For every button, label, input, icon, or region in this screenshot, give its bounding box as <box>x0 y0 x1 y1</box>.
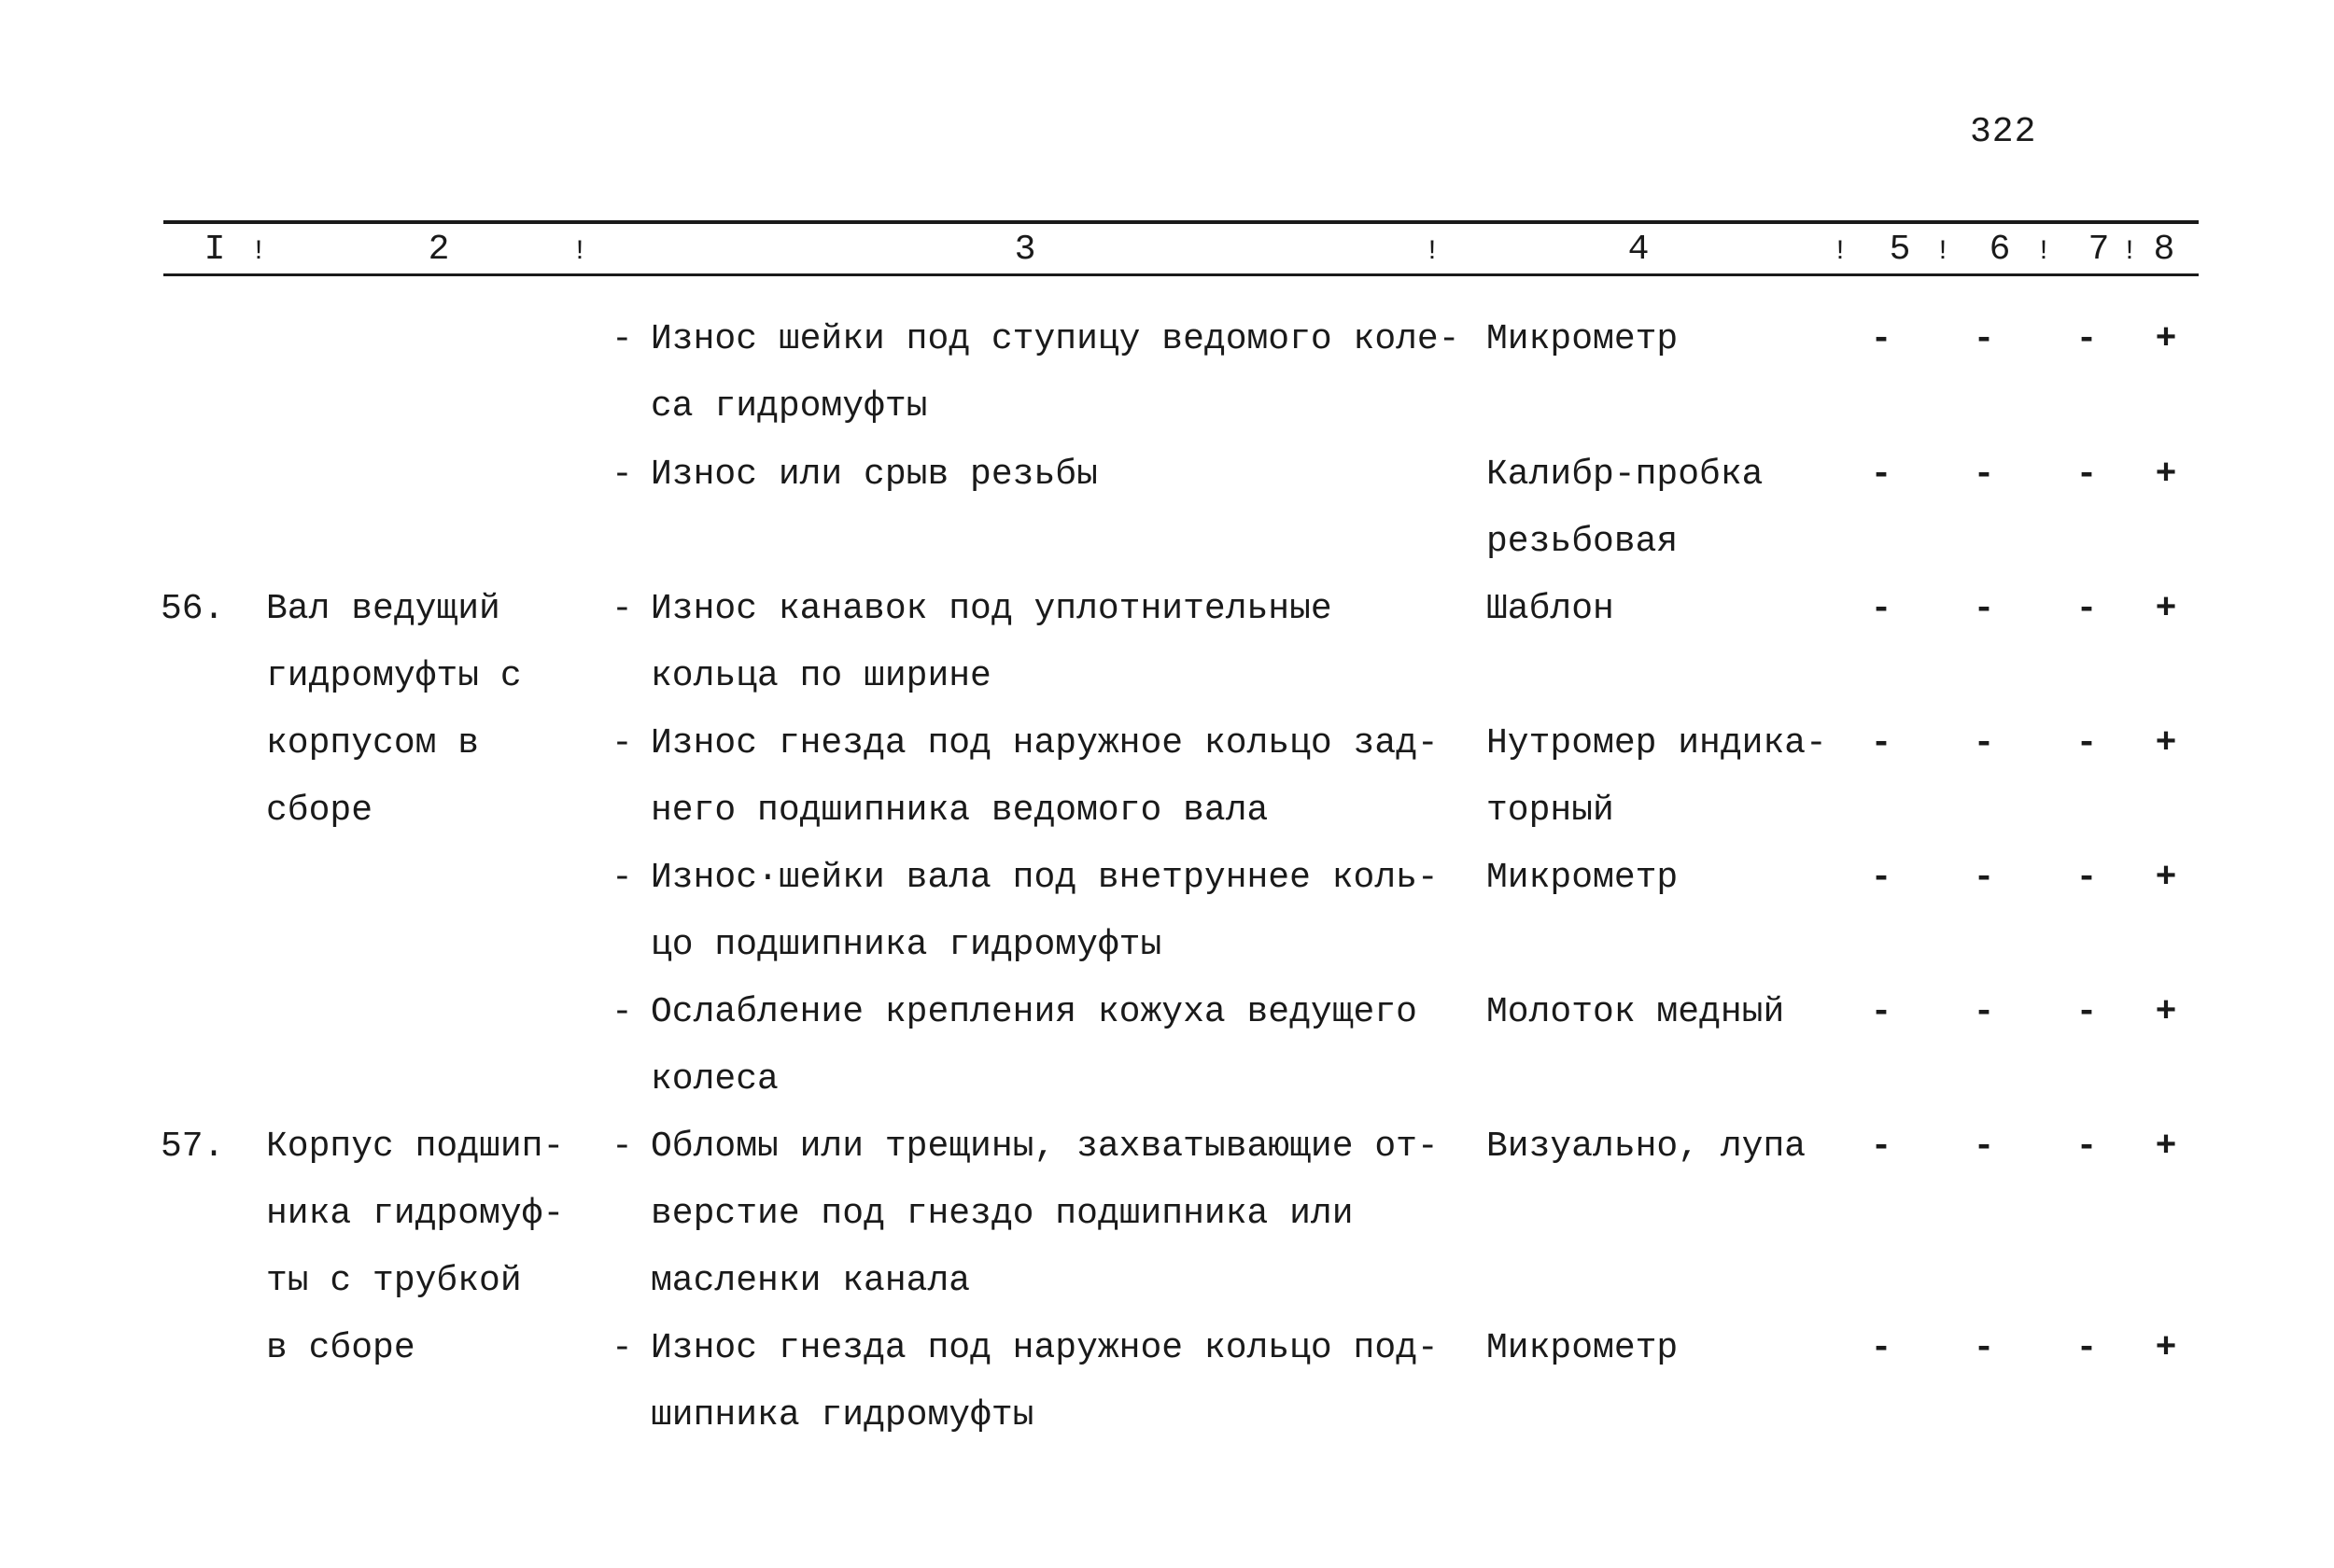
mark-col-8: + <box>2155 455 2177 495</box>
defect-dash: - <box>612 858 633 898</box>
header-separator: ! <box>1934 236 1952 268</box>
table-top-rule <box>163 220 2199 224</box>
mark-col-7: - <box>2075 1328 2098 1368</box>
defect-description: Износ гнезда под наружное кольцо под- шипника гидромуфты <box>651 1328 1439 1435</box>
mark-col-6: - <box>1973 1127 1995 1167</box>
mark-col-5: - <box>1870 723 1892 763</box>
control-method: Микрометр <box>1486 1328 1679 1368</box>
mark-col-6: - <box>1973 589 1995 629</box>
defect-description: Износ·шейки вала под внетруннее коль- цо подшипника гидромуфты <box>651 858 1439 965</box>
page-number: 322 <box>1970 112 2037 152</box>
header-separator: ! <box>1832 236 1849 268</box>
header-separator: ! <box>2035 236 2053 268</box>
defect-dash: - <box>612 1127 633 1167</box>
mark-col-6: - <box>1973 1328 1995 1368</box>
mark-col-5: - <box>1870 319 1892 359</box>
table-header-bottom-rule <box>163 273 2199 276</box>
defect-description: Ослабление крепления кожуха ведущего колеса <box>651 992 1417 1099</box>
mark-col-6: - <box>1973 319 1995 359</box>
part-name: Вал ведущий гидромуфты с корпусом в сборе <box>266 589 522 831</box>
header-col-7: 7 <box>2088 230 2110 270</box>
header-separator: ! <box>1424 236 1441 268</box>
mark-col-6: - <box>1973 858 1995 898</box>
header-separator: ! <box>571 236 589 268</box>
mark-col-6: - <box>1973 455 1995 495</box>
mark-col-5: - <box>1870 1328 1892 1368</box>
defect-dash: - <box>612 723 633 763</box>
mark-col-5: - <box>1870 858 1892 898</box>
defect-description: Износ канавок под уплотнительные кольца по ширине <box>651 589 1332 696</box>
part-name: в сборе <box>266 1328 415 1368</box>
item-number: 57. <box>161 1127 225 1167</box>
control-method: Молоток медный <box>1486 992 1785 1032</box>
control-method: Микрометр <box>1486 319 1679 359</box>
header-col-2: 2 <box>428 230 450 270</box>
mark-col-6: - <box>1973 992 1995 1032</box>
mark-col-8: + <box>2155 723 2177 763</box>
control-method: Микрометр <box>1486 858 1679 898</box>
mark-col-8: + <box>2155 858 2177 898</box>
mark-col-7: - <box>2075 1127 2098 1167</box>
header-col-8: 8 <box>2153 230 2175 270</box>
mark-col-6: - <box>1973 723 1995 763</box>
control-method: Визуально, лупа <box>1486 1127 1807 1167</box>
defect-dash: - <box>612 589 633 629</box>
defect-description: Износ гнезда под наружное кольцо зад- него подшипника ведомого вала <box>651 723 1439 831</box>
header-col-3: 3 <box>1014 230 1036 270</box>
defect-dash: - <box>612 319 633 359</box>
mark-col-7: - <box>2075 589 2098 629</box>
header-col-6: 6 <box>1989 230 2011 270</box>
mark-col-7: - <box>2075 723 2098 763</box>
mark-col-7: - <box>2075 455 2098 495</box>
mark-col-5: - <box>1870 589 1892 629</box>
mark-col-8: + <box>2155 589 2177 629</box>
mark-col-7: - <box>2075 319 2098 359</box>
mark-col-8: + <box>2155 992 2177 1032</box>
header-separator: ! <box>250 236 268 268</box>
header-col-1: I <box>204 230 226 270</box>
header-col-4: 4 <box>1627 230 1650 270</box>
part-name: Корпус подшип- ника гидромуф- ты с трубкой <box>266 1127 565 1301</box>
defect-description: Износ или срыв резьбы <box>651 455 1098 495</box>
mark-col-8: + <box>2155 1127 2177 1167</box>
header-col-5: 5 <box>1889 230 1911 270</box>
mark-col-5: - <box>1870 455 1892 495</box>
header-separator: ! <box>2121 236 2139 268</box>
defect-description: Износ шейки под ступицу ведомого коле- са гидромуфты <box>651 319 1460 427</box>
defect-dash: - <box>612 1328 633 1368</box>
control-method: Калибр-пробка резьбовая <box>1486 455 1764 562</box>
defect-dash: - <box>612 455 633 495</box>
mark-col-8: + <box>2155 319 2177 359</box>
defect-description: Обломы или трещины, захватывающие от- верстие под гнездо подшипника или масленки канала <box>651 1127 1439 1301</box>
control-method: Нутромер индика- торный <box>1486 723 1827 831</box>
mark-col-7: - <box>2075 858 2098 898</box>
mark-col-5: - <box>1870 1127 1892 1167</box>
mark-col-5: - <box>1870 992 1892 1032</box>
control-method: Шаблон <box>1486 589 1614 629</box>
mark-col-8: + <box>2155 1328 2177 1368</box>
item-number: 56. <box>161 589 225 629</box>
mark-col-7: - <box>2075 992 2098 1032</box>
defect-dash: - <box>612 992 633 1032</box>
